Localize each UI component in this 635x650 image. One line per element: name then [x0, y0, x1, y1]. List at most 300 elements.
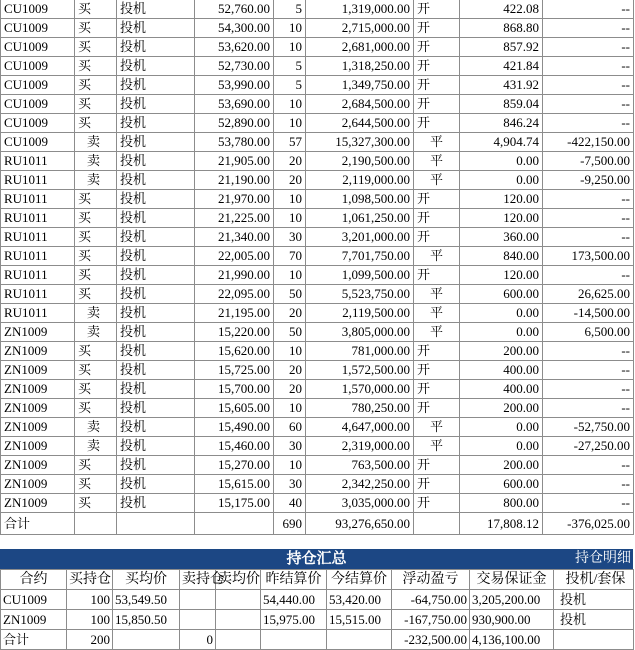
- trade-records-body: [1, 0, 634, 535]
- trade-cell: 投机: [117, 361, 195, 380]
- summary-column-header: 昨结算价: [261, 570, 327, 590]
- summary-total-cell: -232,500.00: [392, 630, 470, 650]
- trade-cell: 投机: [117, 133, 195, 152]
- trade-row: [1, 399, 634, 418]
- trade-cell: ZN1009: [1, 361, 75, 380]
- trade-cell: --: [543, 380, 634, 399]
- trade-cell: 平: [414, 304, 460, 323]
- trade-cell: 5: [274, 57, 306, 76]
- summary-column-header: 交易保证金: [470, 570, 554, 590]
- trade-cell: 开: [414, 361, 460, 380]
- trade-cell: 10: [274, 209, 306, 228]
- position-summary-table: [0, 569, 634, 650]
- trade-cell: 50: [274, 323, 306, 342]
- trade-cell: --: [543, 114, 634, 133]
- summary-cell: 54,440.00: [261, 590, 327, 610]
- trade-cell: -14,500.00: [543, 304, 634, 323]
- trade-cell: 120.00: [460, 266, 543, 285]
- trade-cell: CU1009: [1, 133, 75, 152]
- summary-total-cell: [261, 630, 327, 650]
- trade-cell: -422,150.00: [543, 133, 634, 152]
- trade-cell: 0.00: [460, 323, 543, 342]
- trade-cell: 开: [414, 95, 460, 114]
- summary-cell: [216, 590, 261, 610]
- trade-cell: --: [543, 475, 634, 494]
- trade-cell: 22,005.00: [195, 247, 274, 266]
- trade-cell: 6,500.00: [543, 323, 634, 342]
- trade-cell: 投机: [117, 171, 195, 190]
- position-summary-header: [0, 549, 633, 569]
- trade-cell: RU1011: [1, 190, 75, 209]
- summary-cell: 930,900.00: [470, 610, 554, 630]
- summary-column-header: 投机/套保: [554, 570, 634, 590]
- trade-cell: 7,701,750.00: [306, 247, 414, 266]
- trade-cell: 54,300.00: [195, 19, 274, 38]
- trade-row: [1, 475, 634, 494]
- trade-total-cell: [75, 513, 117, 535]
- trade-cell: 10: [274, 190, 306, 209]
- trade-cell: 20: [274, 171, 306, 190]
- trade-cell: ZN1009: [1, 456, 75, 475]
- trade-cell: 1,319,000.00: [306, 0, 414, 19]
- summary-cell: CU1009: [1, 590, 67, 610]
- trade-cell: --: [543, 19, 634, 38]
- trade-cell: 买: [75, 114, 117, 133]
- trade-cell: -52,750.00: [543, 418, 634, 437]
- trade-cell: 平: [414, 285, 460, 304]
- trade-cell: 平: [414, 437, 460, 456]
- trade-cell: 21,990.00: [195, 266, 274, 285]
- trade-cell: 买: [75, 228, 117, 247]
- trade-cell: 15,725.00: [195, 361, 274, 380]
- trade-cell: 400.00: [460, 361, 543, 380]
- trade-cell: 15,327,300.00: [306, 133, 414, 152]
- trade-cell: 20: [274, 304, 306, 323]
- trade-cell: ZN1009: [1, 380, 75, 399]
- trade-cell: 840.00: [460, 247, 543, 266]
- trade-cell: 2,319,000.00: [306, 437, 414, 456]
- trade-cell: 857.92: [460, 38, 543, 57]
- trade-row: [1, 304, 634, 323]
- trade-row: [1, 190, 634, 209]
- trade-cell: 平: [414, 418, 460, 437]
- trade-cell: 15,270.00: [195, 456, 274, 475]
- trade-cell: 200.00: [460, 456, 543, 475]
- trade-cell: 投机: [117, 437, 195, 456]
- trade-total-row: [1, 513, 634, 535]
- trade-cell: 卖: [75, 323, 117, 342]
- trade-cell: RU1011: [1, 285, 75, 304]
- trade-cell: 40: [274, 494, 306, 513]
- trade-cell: --: [543, 228, 634, 247]
- summary-total-cell: 200: [67, 630, 113, 650]
- trade-cell: 10: [274, 114, 306, 133]
- trade-cell: 买: [75, 456, 117, 475]
- trade-cell: 600.00: [460, 475, 543, 494]
- summary-total-cell: [554, 630, 634, 650]
- trade-cell: 投机: [117, 209, 195, 228]
- summary-cell: -64,750.00: [392, 590, 470, 610]
- trade-cell: 10: [274, 19, 306, 38]
- trade-cell: 1,572,500.00: [306, 361, 414, 380]
- trade-cell: -9,250.00: [543, 171, 634, 190]
- trade-cell: 投机: [117, 0, 195, 19]
- trade-cell: 投机: [117, 76, 195, 95]
- trade-cell: 投机: [117, 152, 195, 171]
- trade-cell: 10: [274, 38, 306, 57]
- trade-row: [1, 114, 634, 133]
- trade-cell: 平: [414, 171, 460, 190]
- trade-cell: 投机: [117, 285, 195, 304]
- position-summary-body: [1, 570, 634, 650]
- trade-cell: --: [543, 399, 634, 418]
- trade-total-cell: 690: [274, 513, 306, 535]
- trade-cell: 5: [274, 76, 306, 95]
- trade-cell: 卖: [75, 171, 117, 190]
- trade-cell: 15,700.00: [195, 380, 274, 399]
- trade-cell: 开: [414, 228, 460, 247]
- summary-cell: [180, 610, 216, 630]
- trade-cell: 53,990.00: [195, 76, 274, 95]
- trade-cell: 60: [274, 418, 306, 437]
- trade-cell: 投机: [117, 228, 195, 247]
- trade-cell: 卖: [75, 304, 117, 323]
- trade-cell: 120.00: [460, 190, 543, 209]
- trade-cell: 52,760.00: [195, 0, 274, 19]
- trade-cell: 买: [75, 399, 117, 418]
- trade-cell: CU1009: [1, 76, 75, 95]
- trade-row: [1, 247, 634, 266]
- summary-cell: 15,850.50: [113, 610, 180, 630]
- trade-cell: 平: [414, 133, 460, 152]
- trade-total-cell: [195, 513, 274, 535]
- trade-cell: 5,523,750.00: [306, 285, 414, 304]
- summary-total-cell: [327, 630, 392, 650]
- trade-cell: 开: [414, 0, 460, 19]
- trade-cell: 120.00: [460, 209, 543, 228]
- trade-cell: 买: [75, 342, 117, 361]
- trade-cell: 200.00: [460, 342, 543, 361]
- trade-cell: 投机: [117, 494, 195, 513]
- trade-cell: 1,098,500.00: [306, 190, 414, 209]
- trade-cell: ZN1009: [1, 323, 75, 342]
- summary-cell: -167,750.00: [392, 610, 470, 630]
- trade-cell: 开: [414, 399, 460, 418]
- trade-cell: 投机: [117, 95, 195, 114]
- trade-cell: RU1011: [1, 228, 75, 247]
- trade-cell: 846.24: [460, 114, 543, 133]
- trade-cell: 平: [414, 247, 460, 266]
- trade-cell: 781,000.00: [306, 342, 414, 361]
- summary-column-header: 浮动盈亏: [392, 570, 470, 590]
- trade-row: [1, 437, 634, 456]
- trade-cell: 投机: [117, 114, 195, 133]
- trade-cell: 431.92: [460, 76, 543, 95]
- trade-row: [1, 361, 634, 380]
- trade-cell: 买: [75, 266, 117, 285]
- summary-total-cell: 合计: [1, 630, 67, 650]
- trade-cell: 50: [274, 285, 306, 304]
- trade-cell: 1,061,250.00: [306, 209, 414, 228]
- trade-cell: 卖: [75, 418, 117, 437]
- trade-cell: 30: [274, 475, 306, 494]
- trade-cell: 52,890.00: [195, 114, 274, 133]
- trade-cell: 20: [274, 361, 306, 380]
- trade-cell: 开: [414, 190, 460, 209]
- trade-cell: 2,119,500.00: [306, 304, 414, 323]
- trade-cell: 买: [75, 209, 117, 228]
- trade-cell: 21,195.00: [195, 304, 274, 323]
- trade-cell: CU1009: [1, 0, 75, 19]
- summary-column-header: 合约: [1, 570, 67, 590]
- summary-column-header: 今结算价: [327, 570, 392, 590]
- trade-cell: 投机: [117, 475, 195, 494]
- trade-cell: 1,099,500.00: [306, 266, 414, 285]
- trade-cell: 投机: [117, 456, 195, 475]
- trade-cell: 投机: [117, 380, 195, 399]
- trade-cell: 买: [75, 380, 117, 399]
- trade-total-cell: [414, 513, 460, 535]
- trade-cell: 投机: [117, 190, 195, 209]
- trade-cell: 开: [414, 475, 460, 494]
- trade-row: [1, 57, 634, 76]
- trade-cell: 平: [414, 152, 460, 171]
- trade-cell: 21,225.00: [195, 209, 274, 228]
- trade-cell: 买: [75, 285, 117, 304]
- trade-cell: 买: [75, 190, 117, 209]
- trade-cell: --: [543, 342, 634, 361]
- trade-cell: ZN1009: [1, 475, 75, 494]
- trade-cell: --: [543, 190, 634, 209]
- trade-cell: 30: [274, 437, 306, 456]
- trade-cell: 开: [414, 266, 460, 285]
- trade-cell: 卖: [75, 437, 117, 456]
- trade-cell: 开: [414, 38, 460, 57]
- trade-cell: 421.84: [460, 57, 543, 76]
- trade-cell: 53,780.00: [195, 133, 274, 152]
- summary-cell: 15,515.00: [327, 610, 392, 630]
- summary-cell: 100: [67, 590, 113, 610]
- trade-cell: 15,490.00: [195, 418, 274, 437]
- trade-cell: RU1011: [1, 266, 75, 285]
- trade-row: [1, 285, 634, 304]
- trade-cell: 859.04: [460, 95, 543, 114]
- trade-cell: 763,500.00: [306, 456, 414, 475]
- trade-cell: --: [543, 57, 634, 76]
- trade-cell: 开: [414, 114, 460, 133]
- trade-cell: 买: [75, 57, 117, 76]
- trade-row: [1, 209, 634, 228]
- trade-cell: 买: [75, 475, 117, 494]
- trade-cell: 200.00: [460, 399, 543, 418]
- trade-row: [1, 494, 634, 513]
- trade-row: [1, 342, 634, 361]
- trade-row: [1, 152, 634, 171]
- trade-cell: CU1009: [1, 95, 75, 114]
- trade-cell: 400.00: [460, 380, 543, 399]
- trade-cell: 开: [414, 494, 460, 513]
- summary-total-cell: 0: [180, 630, 216, 650]
- trade-cell: 1,570,000.00: [306, 380, 414, 399]
- trade-row: [1, 133, 634, 152]
- summary-cell: 投机: [554, 590, 634, 610]
- trade-cell: 开: [414, 342, 460, 361]
- trade-cell: --: [543, 76, 634, 95]
- trade-cell: 买: [75, 494, 117, 513]
- trade-cell: RU1011: [1, 152, 75, 171]
- trade-cell: 2,681,000.00: [306, 38, 414, 57]
- trade-cell: 0.00: [460, 437, 543, 456]
- trade-row: [1, 19, 634, 38]
- trade-cell: 投机: [117, 266, 195, 285]
- trade-cell: 70: [274, 247, 306, 266]
- trade-cell: 21,905.00: [195, 152, 274, 171]
- trade-cell: 2,644,500.00: [306, 114, 414, 133]
- trade-cell: 21,340.00: [195, 228, 274, 247]
- summary-total-cell: [216, 630, 261, 650]
- trade-cell: --: [543, 0, 634, 19]
- trade-cell: 买: [75, 95, 117, 114]
- position-summary-title: 持仓汇总: [286, 551, 347, 567]
- trade-cell: CU1009: [1, 114, 75, 133]
- trade-cell: ZN1009: [1, 437, 75, 456]
- trade-cell: ZN1009: [1, 418, 75, 437]
- trade-cell: 52,730.00: [195, 57, 274, 76]
- trade-cell: 30: [274, 228, 306, 247]
- trade-cell: 422.08: [460, 0, 543, 19]
- summary-total-cell: 4,136,100.00: [470, 630, 554, 650]
- trade-total-cell: [117, 513, 195, 535]
- trade-cell: 投机: [117, 418, 195, 437]
- position-detail-link[interactable]: 持仓明细: [575, 551, 631, 566]
- trade-cell: 53,690.00: [195, 95, 274, 114]
- trade-row: [1, 456, 634, 475]
- trade-cell: ZN1009: [1, 399, 75, 418]
- trade-cell: 投机: [117, 38, 195, 57]
- trade-cell: 3,805,000.00: [306, 323, 414, 342]
- trade-cell: 投机: [117, 19, 195, 38]
- trade-cell: 0.00: [460, 171, 543, 190]
- summary-column-header: 卖持仓: [180, 570, 216, 590]
- trade-cell: 买: [75, 0, 117, 19]
- trade-row: [1, 266, 634, 285]
- trade-cell: 0.00: [460, 418, 543, 437]
- trade-cell: RU1011: [1, 209, 75, 228]
- trade-cell: 15,615.00: [195, 475, 274, 494]
- trade-cell: 10: [274, 456, 306, 475]
- trade-cell: 卖: [75, 152, 117, 171]
- summary-cell: ZN1009: [1, 610, 67, 630]
- trade-row: [1, 380, 634, 399]
- trade-cell: 4,904.74: [460, 133, 543, 152]
- summary-column-header: 买持仓: [67, 570, 113, 590]
- summary-column-header: 卖均价: [216, 570, 261, 590]
- trade-cell: 21,190.00: [195, 171, 274, 190]
- trade-total-cell: 合计: [1, 513, 75, 535]
- trade-cell: CU1009: [1, 57, 75, 76]
- trade-cell: -7,500.00: [543, 152, 634, 171]
- trade-cell: 5: [274, 0, 306, 19]
- trade-cell: --: [543, 38, 634, 57]
- trade-cell: CU1009: [1, 38, 75, 57]
- summary-cell: 投机: [554, 610, 634, 630]
- trade-row: [1, 38, 634, 57]
- trade-cell: 15,605.00: [195, 399, 274, 418]
- trade-cell: 15,220.00: [195, 323, 274, 342]
- trade-cell: 1,349,750.00: [306, 76, 414, 95]
- trade-cell: 20: [274, 380, 306, 399]
- summary-cell: 53,420.00: [327, 590, 392, 610]
- trade-cell: 10: [274, 95, 306, 114]
- trade-cell: 0.00: [460, 304, 543, 323]
- summary-total-row: [1, 630, 634, 650]
- trade-cell: 买: [75, 361, 117, 380]
- summary-cell: 3,205,200.00: [470, 590, 554, 610]
- trade-total-cell: 17,808.12: [460, 513, 543, 535]
- trade-cell: 10: [274, 342, 306, 361]
- trade-cell: 投机: [117, 323, 195, 342]
- summary-row: [1, 610, 634, 630]
- summary-total-cell: [113, 630, 180, 650]
- trade-cell: 53,620.00: [195, 38, 274, 57]
- trade-cell: 买: [75, 19, 117, 38]
- trade-total-cell: -376,025.00: [543, 513, 634, 535]
- trade-cell: 26,625.00: [543, 285, 634, 304]
- trade-row: [1, 228, 634, 247]
- trade-cell: 投机: [117, 342, 195, 361]
- summary-cell: [180, 590, 216, 610]
- trade-cell: 4,647,000.00: [306, 418, 414, 437]
- trade-total-cell: 93,276,650.00: [306, 513, 414, 535]
- trade-row: [1, 0, 634, 19]
- trade-cell: 360.00: [460, 228, 543, 247]
- trade-cell: CU1009: [1, 19, 75, 38]
- trade-cell: 平: [414, 323, 460, 342]
- trade-cell: 投机: [117, 57, 195, 76]
- trade-cell: 868.80: [460, 19, 543, 38]
- trade-cell: 800.00: [460, 494, 543, 513]
- trade-cell: RU1011: [1, 171, 75, 190]
- summary-column-header: 买均价: [113, 570, 180, 590]
- trade-cell: -27,250.00: [543, 437, 634, 456]
- trade-cell: ZN1009: [1, 342, 75, 361]
- summary-cell: 15,975.00: [261, 610, 327, 630]
- trade-row: [1, 95, 634, 114]
- trade-cell: 买: [75, 247, 117, 266]
- trade-cell: RU1011: [1, 247, 75, 266]
- trade-cell: 投机: [117, 247, 195, 266]
- summary-cell: [216, 610, 261, 630]
- trade-row: [1, 323, 634, 342]
- trade-cell: 173,500.00: [543, 247, 634, 266]
- trade-cell: 10: [274, 266, 306, 285]
- trade-cell: --: [543, 456, 634, 475]
- trade-cell: --: [543, 361, 634, 380]
- trade-row: [1, 418, 634, 437]
- trade-cell: 开: [414, 19, 460, 38]
- trade-cell: 57: [274, 133, 306, 152]
- trade-cell: 2,190,500.00: [306, 152, 414, 171]
- trade-cell: 买: [75, 76, 117, 95]
- trade-cell: 2,119,000.00: [306, 171, 414, 190]
- trade-cell: 买: [75, 38, 117, 57]
- trade-cell: 2,342,250.00: [306, 475, 414, 494]
- trade-cell: 21,970.00: [195, 190, 274, 209]
- trade-cell: 2,684,500.00: [306, 95, 414, 114]
- trade-cell: ZN1009: [1, 494, 75, 513]
- trade-cell: 22,095.00: [195, 285, 274, 304]
- trade-cell: 15,620.00: [195, 342, 274, 361]
